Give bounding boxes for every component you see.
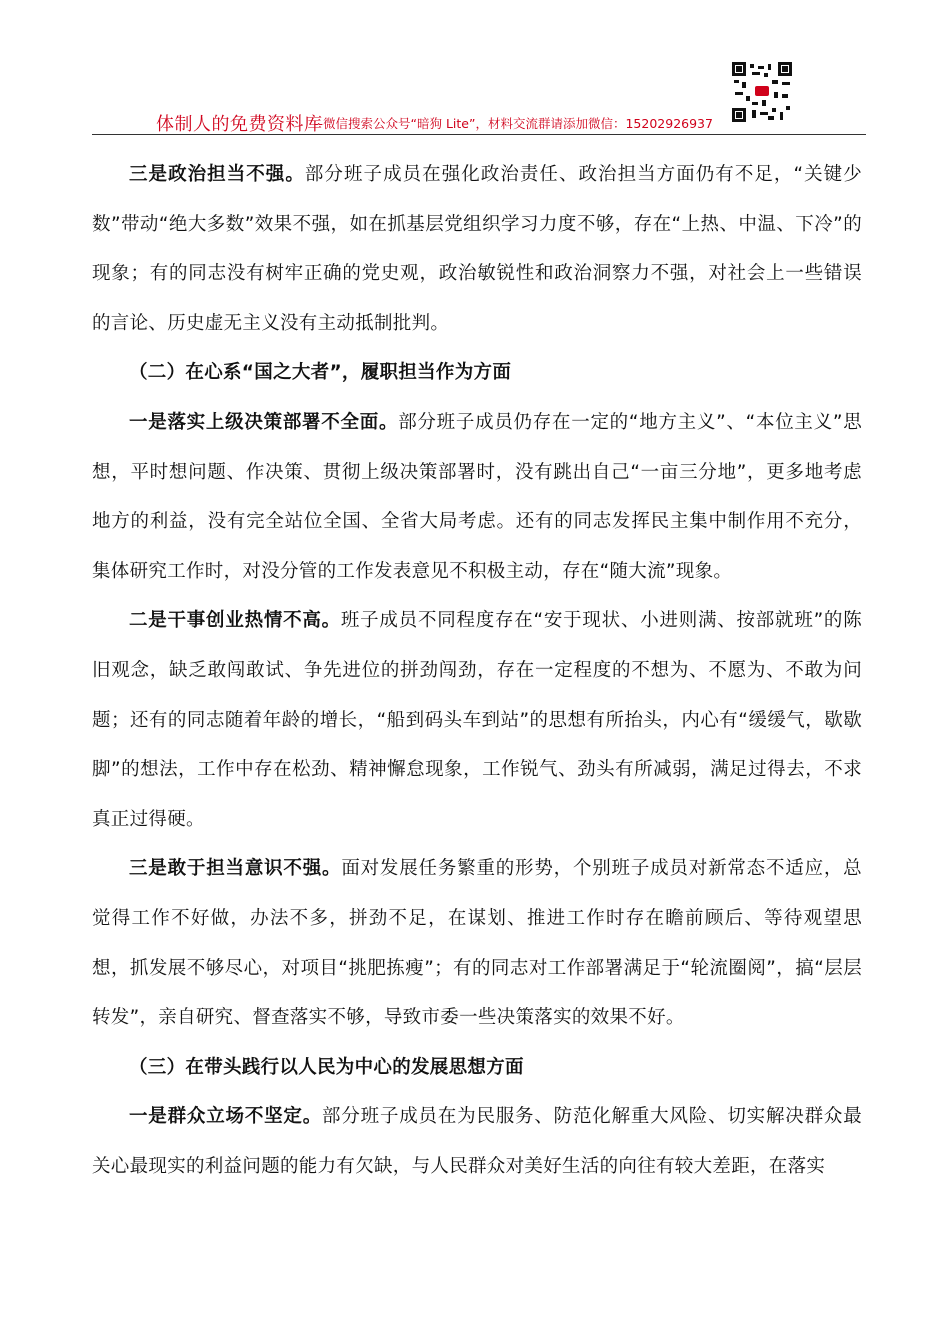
paragraph-text: 部分班子成员在强化政治责任、政治担当方面仍有不足，“关键少数”带动“绝大多数”效果不强，如在抓基层党组织学习力度不够，存在“上热、中温、下冷”的现象；有的同志没有树牢正确的党史观，政治敏锐性和政治洞察力不强，对社会上一些错误的言论、历史虚无主义没有主动抵制批判。 [92, 164, 862, 334]
paragraph-5 [92, 844, 862, 1042]
brand-title: 体制人的免费资料库 [156, 114, 323, 135]
paragraph-7 [92, 1092, 862, 1191]
paragraph-lead: 三是敢于担当意识不强。 [129, 858, 342, 880]
paragraph-text: 面对发展任务繁重的形势，个别班子成员对新常态不适应，总觉得工作不好做，办法不多，拼劲不足，在谋划、推进工作时存在瞻前顾后、等待观望思想，抓发展不够尽心，对项目“挑肥拣瘦”；有的同志对工作部署满足于“轮流圈阅”，搞“层层转发”，亲自研究、督查落实不够，导致市委一些决策落实的效果不好。 [92, 858, 862, 1029]
qr-code-icon [732, 62, 792, 122]
section-heading-2: （二）在心系“国之大者”，履职担当作为方面 [129, 362, 512, 384]
header-subtitle: --微信搜索公众号“暗狗 Lite”，材料交流群请添加微信：15202926937 [314, 116, 713, 131]
paragraph-3 [92, 398, 862, 596]
section-heading-3: （三）在带头践行以人民为中心的发展思想方面 [129, 1056, 524, 1078]
paragraph-lead: 二是干事创业热情不高。 [129, 610, 341, 632]
document-body [92, 150, 862, 1191]
paragraph-lead: 一是群众立场不坚定。 [129, 1106, 323, 1128]
paragraph-lead: 一是落实上级决策部署不全面。 [129, 411, 399, 433]
paragraph-lead: 三是政治担当不强。 [129, 164, 305, 185]
paragraph-4 [92, 596, 862, 844]
paragraph-1 [92, 150, 862, 348]
paragraph-text: 部分班子成员仍存在一定的“地方主义”、“本位主义”思想，平时想问题、作决策、贯彻上级决策部署时，没有跳出自己“一亩三分地”，更多地考虑地方的利益，没有完全站位全国、全省大局考虑。还有的同志发挥民主集中制作用不充分，集体研究工作时，对没分管的工作发表意见不积极主动，存在“随大流”现象。 [92, 411, 863, 582]
paragraph-text: 部分班子成员在为民服务、防范化解重大风险、切实解决群众最关心最现实的利益问题的能力有欠缺，与人民群众对美好生活的向往有较大差距，在落实 [92, 1106, 862, 1177]
paragraph-text: 班子成员不同程度存在“安于现状、小进则满、按部就班”的陈旧观念，缺乏敢闯敢试、争先进位的拼劲闯劲，存在一定程度的不想为、不愿为、不敢为问题；还有的同志随着年龄的增长，“船到码头车到站”的思想有所抬头，内心有“缓缓气，歇歇脚”的想法，工作中存在松劲、精神懈怠现象，工作锐气、劲头有所减弱，满足过得去，不求真正过得硬。 [92, 610, 862, 830]
